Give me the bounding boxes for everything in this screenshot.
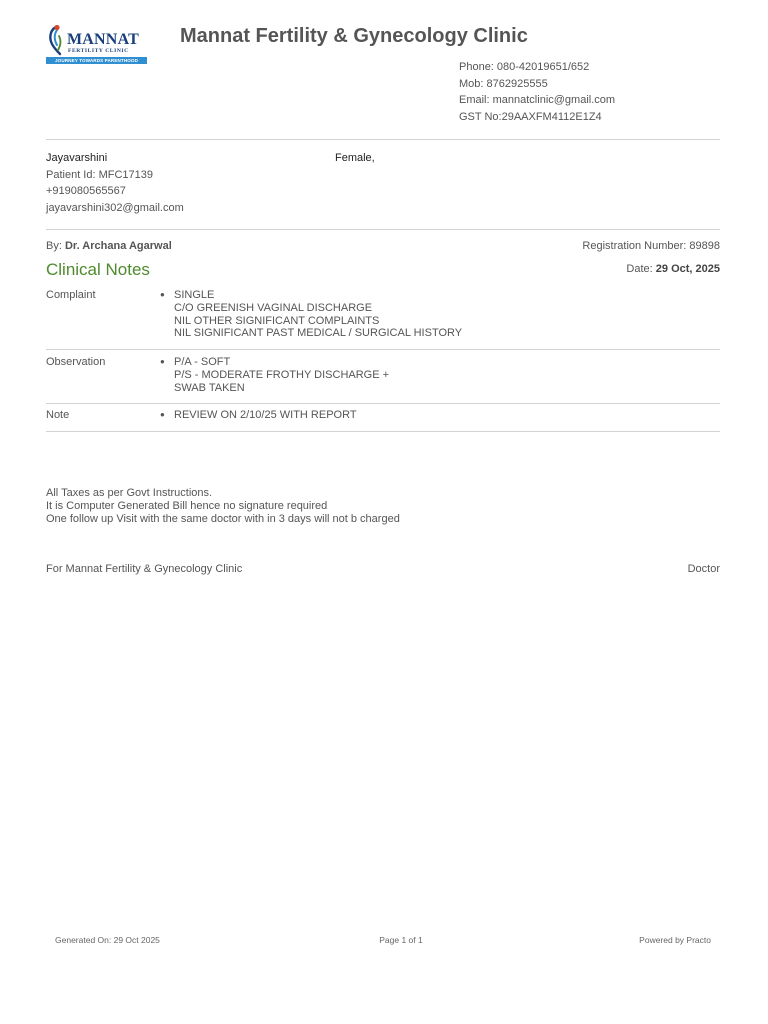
bullet-icon: ● xyxy=(160,410,165,419)
terms-line: It is Computer Generated Bill hence no signature required xyxy=(46,500,328,512)
observation-item xyxy=(160,356,389,394)
signoff-doctor: Doctor xyxy=(687,563,720,575)
terms-block xyxy=(46,487,400,526)
clinic-title: Mannat Fertility & Gynecology Clinic xyxy=(180,25,528,47)
section-title: Clinical Notes xyxy=(46,260,150,279)
signoff-clinic: For Mannat Fertility & Gynecology Clinic xyxy=(46,563,243,575)
note-line: REVIEW ON 2/10/25 WITH REPORT xyxy=(174,409,357,421)
patient-gender: Female, xyxy=(335,152,375,164)
complaint-label: Complaint xyxy=(46,289,96,301)
logo-subtitle: FERTILITY CLINIC xyxy=(68,48,129,54)
complaint-list xyxy=(160,289,462,340)
clinic-gst: GST No:29AAXFM4112E1Z4 xyxy=(459,110,602,123)
bullet-icon: ● xyxy=(160,357,165,366)
observation-line: SWAB TAKEN xyxy=(174,381,245,394)
clinic-phone: Phone: 080-42019651/652 xyxy=(459,61,590,73)
clinic-logo xyxy=(46,24,148,66)
clinic-email: Email: mannatclinic@gmail.com xyxy=(459,94,616,106)
complaint-item xyxy=(160,289,462,340)
registration-number: Registration Number: 89898 xyxy=(582,240,720,252)
observation-line: P/A - SOFT xyxy=(174,356,231,368)
terms-line: All Taxes as per Govt Instructions. xyxy=(46,487,213,499)
doctor-name: Dr. Archana Agarwal xyxy=(64,240,172,252)
logo-name: MANNAT xyxy=(67,31,140,48)
visit-date xyxy=(626,262,720,276)
bullet-icon: ● xyxy=(160,290,165,299)
complaint-line: NIL OTHER SIGNIFICANT COMPLAINTS xyxy=(174,314,380,327)
logo-tagline: JOURNEY TOWARDS PARENTHOOD xyxy=(46,57,147,64)
divider xyxy=(46,349,720,350)
clinic-contact-block xyxy=(459,59,615,125)
patient-name: Jayavarshini xyxy=(46,152,108,164)
divider xyxy=(46,139,720,140)
clinic-mobile: Mob: 8762925555 xyxy=(459,77,548,90)
by-label: By: xyxy=(46,240,62,252)
divider xyxy=(46,431,720,432)
note-label: Note xyxy=(46,409,70,421)
complaint-line: NIL SIGNIFICANT PAST MEDICAL / SURGICAL HISTORY xyxy=(174,327,463,340)
complaint-line: SINGLE xyxy=(174,289,215,301)
patient-email: jayavarshini302@gmail.com xyxy=(46,201,184,214)
observation-label: Observation xyxy=(46,356,106,368)
divider xyxy=(46,403,720,404)
footer-page-number: Page 1 of 1 xyxy=(379,935,423,945)
footer-powered-by: Powered by Practo xyxy=(639,935,711,945)
observation-list xyxy=(160,356,389,394)
terms-line: One follow up Visit with the same doctor with in 3 days will not b charged xyxy=(46,513,400,525)
patient-info xyxy=(46,150,184,216)
observation-line: P/S - MODERATE FROTHY DISCHARGE + xyxy=(174,368,390,381)
patient-phone: +919080565567 xyxy=(46,185,126,197)
date-label: Date: xyxy=(626,263,653,275)
mannat-logo-icon xyxy=(46,24,66,56)
note-item xyxy=(160,409,357,422)
consulting-doctor xyxy=(46,239,172,253)
date-value: 29 Oct, 2025 xyxy=(655,263,720,275)
patient-id: Patient Id: MFC17139 xyxy=(46,168,154,181)
complaint-line: C/O GREENISH VAGINAL DISCHARGE xyxy=(174,301,373,314)
footer-generated: Generated On: 29 Oct 2025 xyxy=(55,935,160,945)
note-list xyxy=(160,409,357,422)
divider xyxy=(46,229,720,230)
